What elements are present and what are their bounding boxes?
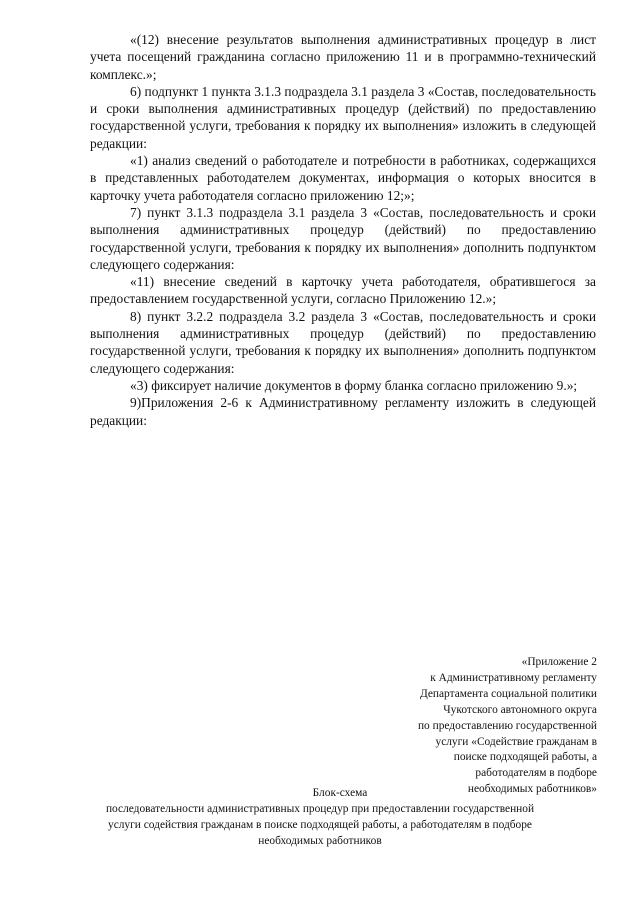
paragraph-item-3: «3) фиксирует наличие документов в форму бланка согласно приложению 9.»; xyxy=(130,377,578,393)
appendix-line: услуги «Содействие гражданам в xyxy=(435,735,597,748)
flowchart-title xyxy=(60,786,580,850)
paragraph-item-11: «11) внесение сведений в карточку учета работодателя, обратившегося за предоставлением государственной услуги, согласно Приложению 12.»; xyxy=(90,274,596,307)
document-body xyxy=(90,31,596,429)
paragraph-amendment-7: 7) пункт 3.1.3 подраздела 3.1 раздела 3 «Состав, последовательность и сроки выполнения административных процедур (действий) по предоставлению государственной услуги, требования к порядку их выполнения» дополнить подпунктом следующего содержания: xyxy=(90,204,596,272)
appendix-line: Департамента социальной политики xyxy=(419,687,597,700)
flowchart-description-line: необходимых работников xyxy=(258,834,382,847)
flowchart-description-line: последовательности административных процедур при предоставлении государственной xyxy=(105,802,535,815)
appendix-line: необходимых работников» xyxy=(467,783,597,796)
paragraph-amendment-8: 8) пункт 3.2.2 подраздела 3.2 раздела 3 «Состав, последовательность и сроки выполнения административных процедур (действий) по предоставлению государственной услуги, требования к порядку их выполнения» дополнить подпунктом следующего содержания: xyxy=(90,308,596,376)
appendix-line: поиске подходящей работы, а xyxy=(453,751,597,764)
paragraph-amendment-9: 9)Приложения 2-6 к Административному регламенту изложить в следующей редакции: xyxy=(90,395,596,428)
appendix-header xyxy=(337,655,597,798)
flowchart-heading: Блок-схема xyxy=(312,787,368,799)
paragraph-amendment-6: 6) подпункт 1 пункта 3.1.3 подраздела 3.1 раздела 3 «Состав, последовательность и сроки выполнения административных процедур (действий) по предоставлению государственной услуги, требования к порядку их выполнения» изложить в следующей редакции: xyxy=(90,83,596,151)
appendix-line: «Приложение 2 xyxy=(521,656,597,668)
appendix-line: работодателям в подборе xyxy=(475,767,597,780)
paragraph-item-12: «(12) внесение результатов выполнения административных процедур в лист учета посещений гражданина согласно приложению 11 и в программно-технический комплекс.»; xyxy=(90,32,596,82)
flowchart-description-line: услуги содействия гражданам в поиске подходящей работы, а работодателям в подборе xyxy=(108,818,532,831)
appendix-line: Чукотского автономного округа xyxy=(443,703,597,716)
paragraph-item-1: «1) анализ сведений о работодателе и потребности в работниках, содержащихся в представленных работодателем документах, информация о которых вносится в карточку учета работодателя согласно приложению 12;»; xyxy=(90,153,596,203)
appendix-line: по предоставлению государственной xyxy=(417,719,597,732)
appendix-line: к Административному регламенту xyxy=(430,671,597,684)
